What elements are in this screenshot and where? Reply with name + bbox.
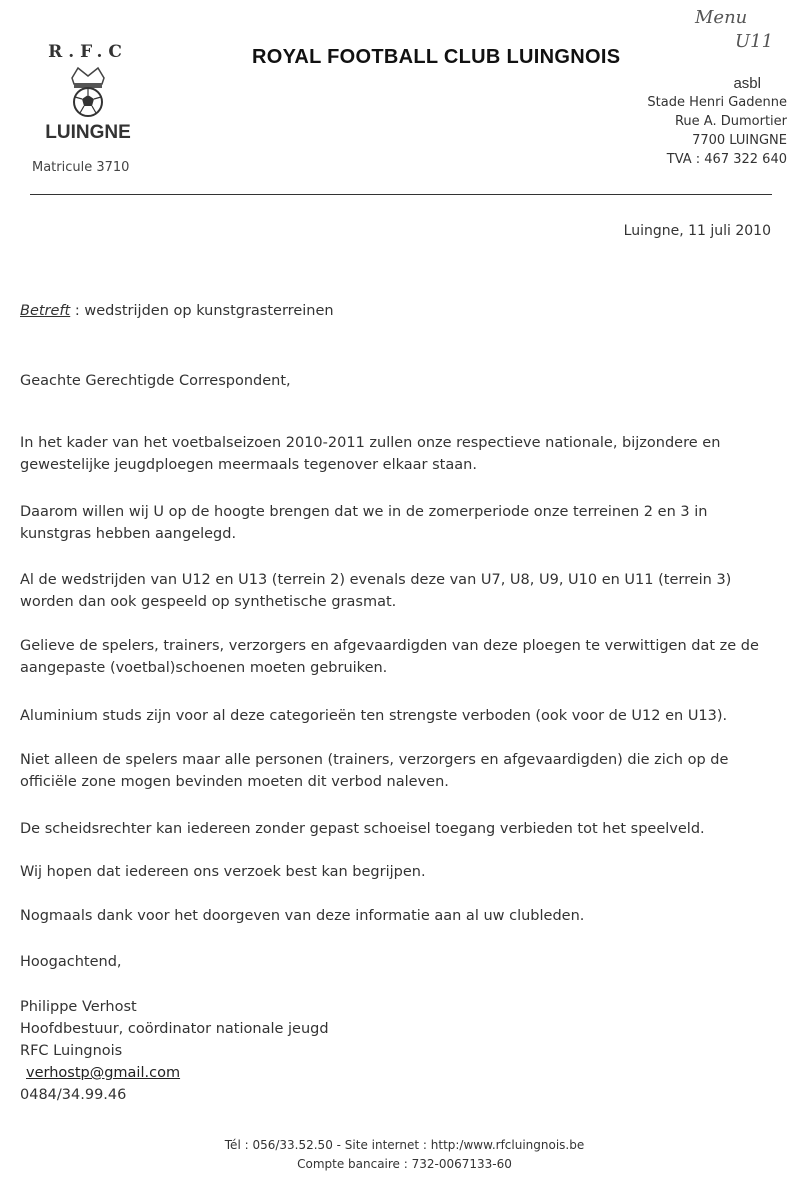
letter-paragraph: Nogmaals dank voor het doorgeven van deze informatie aan al uw clubleden. [20,908,585,924]
club-name-heading: ROYAL FOOTBALL CLUB LUINGNOIS [252,46,621,68]
signer-role: Hoofdbestuur, coördinator nationale jeugd [20,1021,329,1037]
signer-email-link[interactable]: verhostp@gmail.com [26,1065,181,1081]
crown-football-icon [58,62,118,120]
letter-subject [20,300,780,322]
letter-closing: Hoogachtend, [20,954,122,970]
letter-paragraph: De scheidsrechter kan iedereen zonder gepast schoeisel toegang verbieden tot het speelveld. [20,821,705,837]
club-address [647,74,787,169]
letter-paragraph: Niet alleen de spelers maar alle personen (trainers, verzorgers en afgevaardigden) die zich op de officiële zone mogen bevinden moeten dit verbod naleven. [20,752,729,790]
header-divider [30,194,772,195]
handwritten-note [695,6,773,54]
footer-bank: Compte bancaire : 732-0067133-60 [297,1157,512,1171]
letter-salutation: Geachte Gerechtigde Correspondent, [20,373,291,389]
logo-club-name: LUINGNE [45,122,131,143]
club-logo [28,42,148,144]
signature-block [20,996,329,1106]
logo-initials: R.F.C [48,42,128,62]
footer-contact: Tél : 056/33.52.50 - Site internet : http:/www.rfcluingnois.be [224,1138,585,1152]
handwritten-note-line: Menu [695,7,748,28]
address-line: Stade Henri Gadenne [647,95,787,110]
address-tva: TVA : 467 322 640 [666,152,787,167]
matricule: Matricule 3710 [32,160,130,175]
letter-paragraph: Aluminium studs zijn voor al deze categorieën ten strengste verboden (ook voor de U12 en U13). [20,708,728,724]
subject-label: Betreft [20,303,71,319]
letter-date: Luingne, 11 juli 2010 [623,223,771,239]
signer-org: RFC Luingnois [20,1043,123,1059]
signer-name: Philippe Verhost [20,999,137,1015]
letter-paragraph: Al de wedstrijden van U12 en U13 (terrein 2) evenals deze van U7, U8, U9, U10 en U11 (terrein 3) worden dan ook gespeeld op synthetische grasmat. [20,572,732,610]
address-line: Rue A. Dumortier [674,114,787,129]
address-asbl: asbl [733,75,761,92]
letter-paragraph: Wij hopen dat iedereen ons verzoek best kan begrijpen. [20,864,426,880]
signer-phone: 0484/34.99.46 [20,1087,127,1103]
letter-paragraph: In het kader van het voetbalseizoen 2010-2011 zullen onze respectieve nationale, bijzondere en gewestelijke jeugdploegen meermaals tegenover elkaar staan. [20,435,721,473]
subject-text: : wedstrijden op kunstgrasterreinen [70,303,334,319]
letter-paragraph: Gelieve de spelers, trainers, verzorgers en afgevaardigden van deze ploegen te verwittigen dat ze de aangepaste (voetbal)schoenen moeten gebruiken. [20,638,759,676]
letter-paragraph: Daarom willen wij U op de hoogte brengen dat we in de zomerperiode onze terreinen 2 en 3 in kunstgras hebben aangelegd. [20,504,708,542]
address-line: 7700 LUINGNE [692,133,787,148]
letter-footer [0,1136,809,1174]
handwritten-note-line: U11 [735,31,774,52]
